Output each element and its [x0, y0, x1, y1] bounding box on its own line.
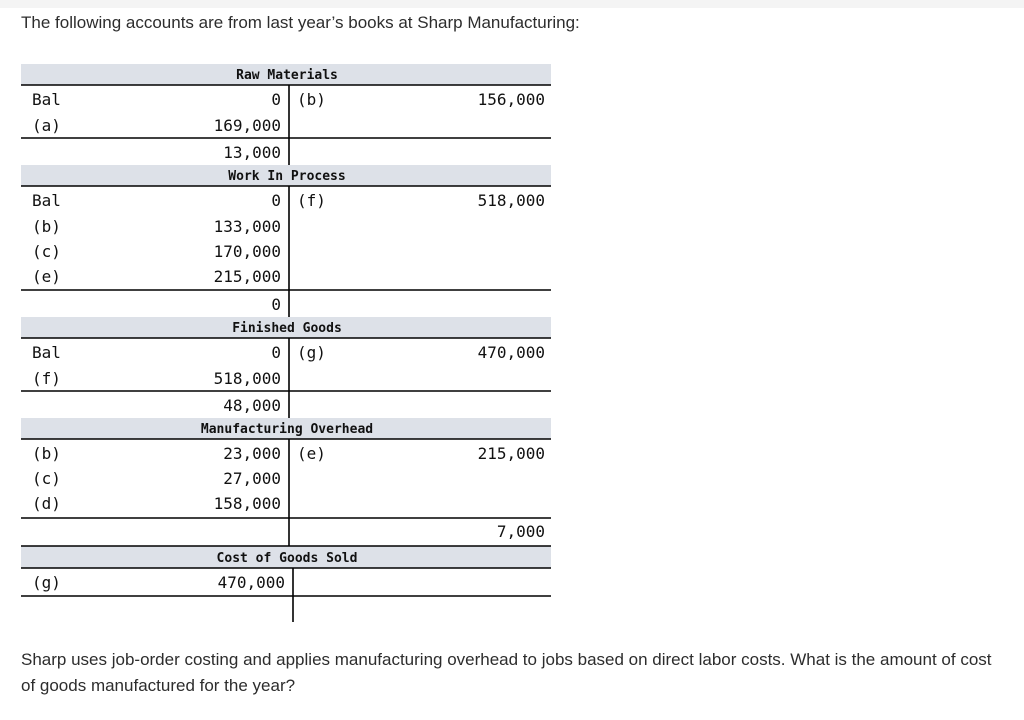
rm-value-a: 169,000 [213, 116, 281, 135]
moh-value-b: 23,000 [223, 444, 281, 463]
cogs-label-g: (g) [32, 573, 61, 592]
wip-label-bal: Bal [32, 191, 61, 210]
moh-value-d: 158,000 [213, 494, 281, 513]
wip-value-b: 133,000 [213, 217, 281, 236]
wip-right-label-f: (f) [297, 191, 326, 210]
moh-title: Manufacturing Overhead [200, 422, 374, 437]
rm-balance: 13,000 [223, 143, 281, 162]
moh-right-label-e: (e) [297, 444, 326, 463]
moh-value-c: 27,000 [223, 469, 281, 488]
wip-label-c: (c) [32, 242, 61, 261]
cogs-value-g: 470,000 [217, 573, 285, 592]
wip-value-e: 215,000 [213, 267, 281, 286]
moh-label-d: (d) [32, 494, 61, 513]
fg-right-value-g: 470,000 [477, 343, 545, 362]
fg-value-bal: 0 [271, 343, 281, 362]
rm-label-a: (a) [32, 116, 61, 135]
wip-balance: 0 [271, 295, 281, 314]
fg-label-bal: Bal [32, 343, 61, 362]
wip-label-e: (e) [32, 267, 61, 286]
manufacturing-overhead-account [21, 418, 551, 546]
moh-label-c: (c) [32, 469, 61, 488]
wip-right-value-f: 518,000 [477, 191, 545, 210]
rm-right-value-b: 156,000 [477, 90, 545, 109]
rm-right-label-b: (b) [297, 90, 326, 109]
wip-label-b: (b) [32, 217, 61, 236]
cogs-title: Cost of Goods Sold [216, 551, 358, 566]
fg-right-label-g: (g) [297, 343, 326, 362]
fg-value-f: 518,000 [213, 369, 281, 388]
question-text: Sharp uses job-order costing and applies manufacturing overhead to jobs based on direct labor costs. What is the amount of cost of goods manufactured for the year? [21, 650, 992, 695]
moh-right-value-e: 215,000 [477, 444, 545, 463]
wip-value-c: 170,000 [213, 242, 281, 261]
rm-value-bal: 0 [271, 90, 281, 109]
fg-balance: 48,000 [223, 396, 281, 415]
moh-label-b: (b) [32, 444, 61, 463]
work-in-process-account [21, 165, 551, 317]
rm-label-bal: Bal [32, 90, 61, 109]
intro-text: The following accounts are from last year’s books at Sharp Manufacturing: [21, 13, 580, 32]
finished-goods-account [21, 317, 551, 418]
wip-title: Work In Process [228, 169, 346, 184]
fg-label-f: (f) [32, 369, 61, 388]
wip-value-bal: 0 [271, 191, 281, 210]
fg-title: Finished Goods [232, 321, 342, 336]
moh-balance-right: 7,000 [496, 522, 545, 541]
raw-materials-title: Raw Materials [236, 68, 338, 83]
raw-materials-account [21, 64, 551, 165]
cost-of-goods-sold-account [21, 546, 551, 622]
